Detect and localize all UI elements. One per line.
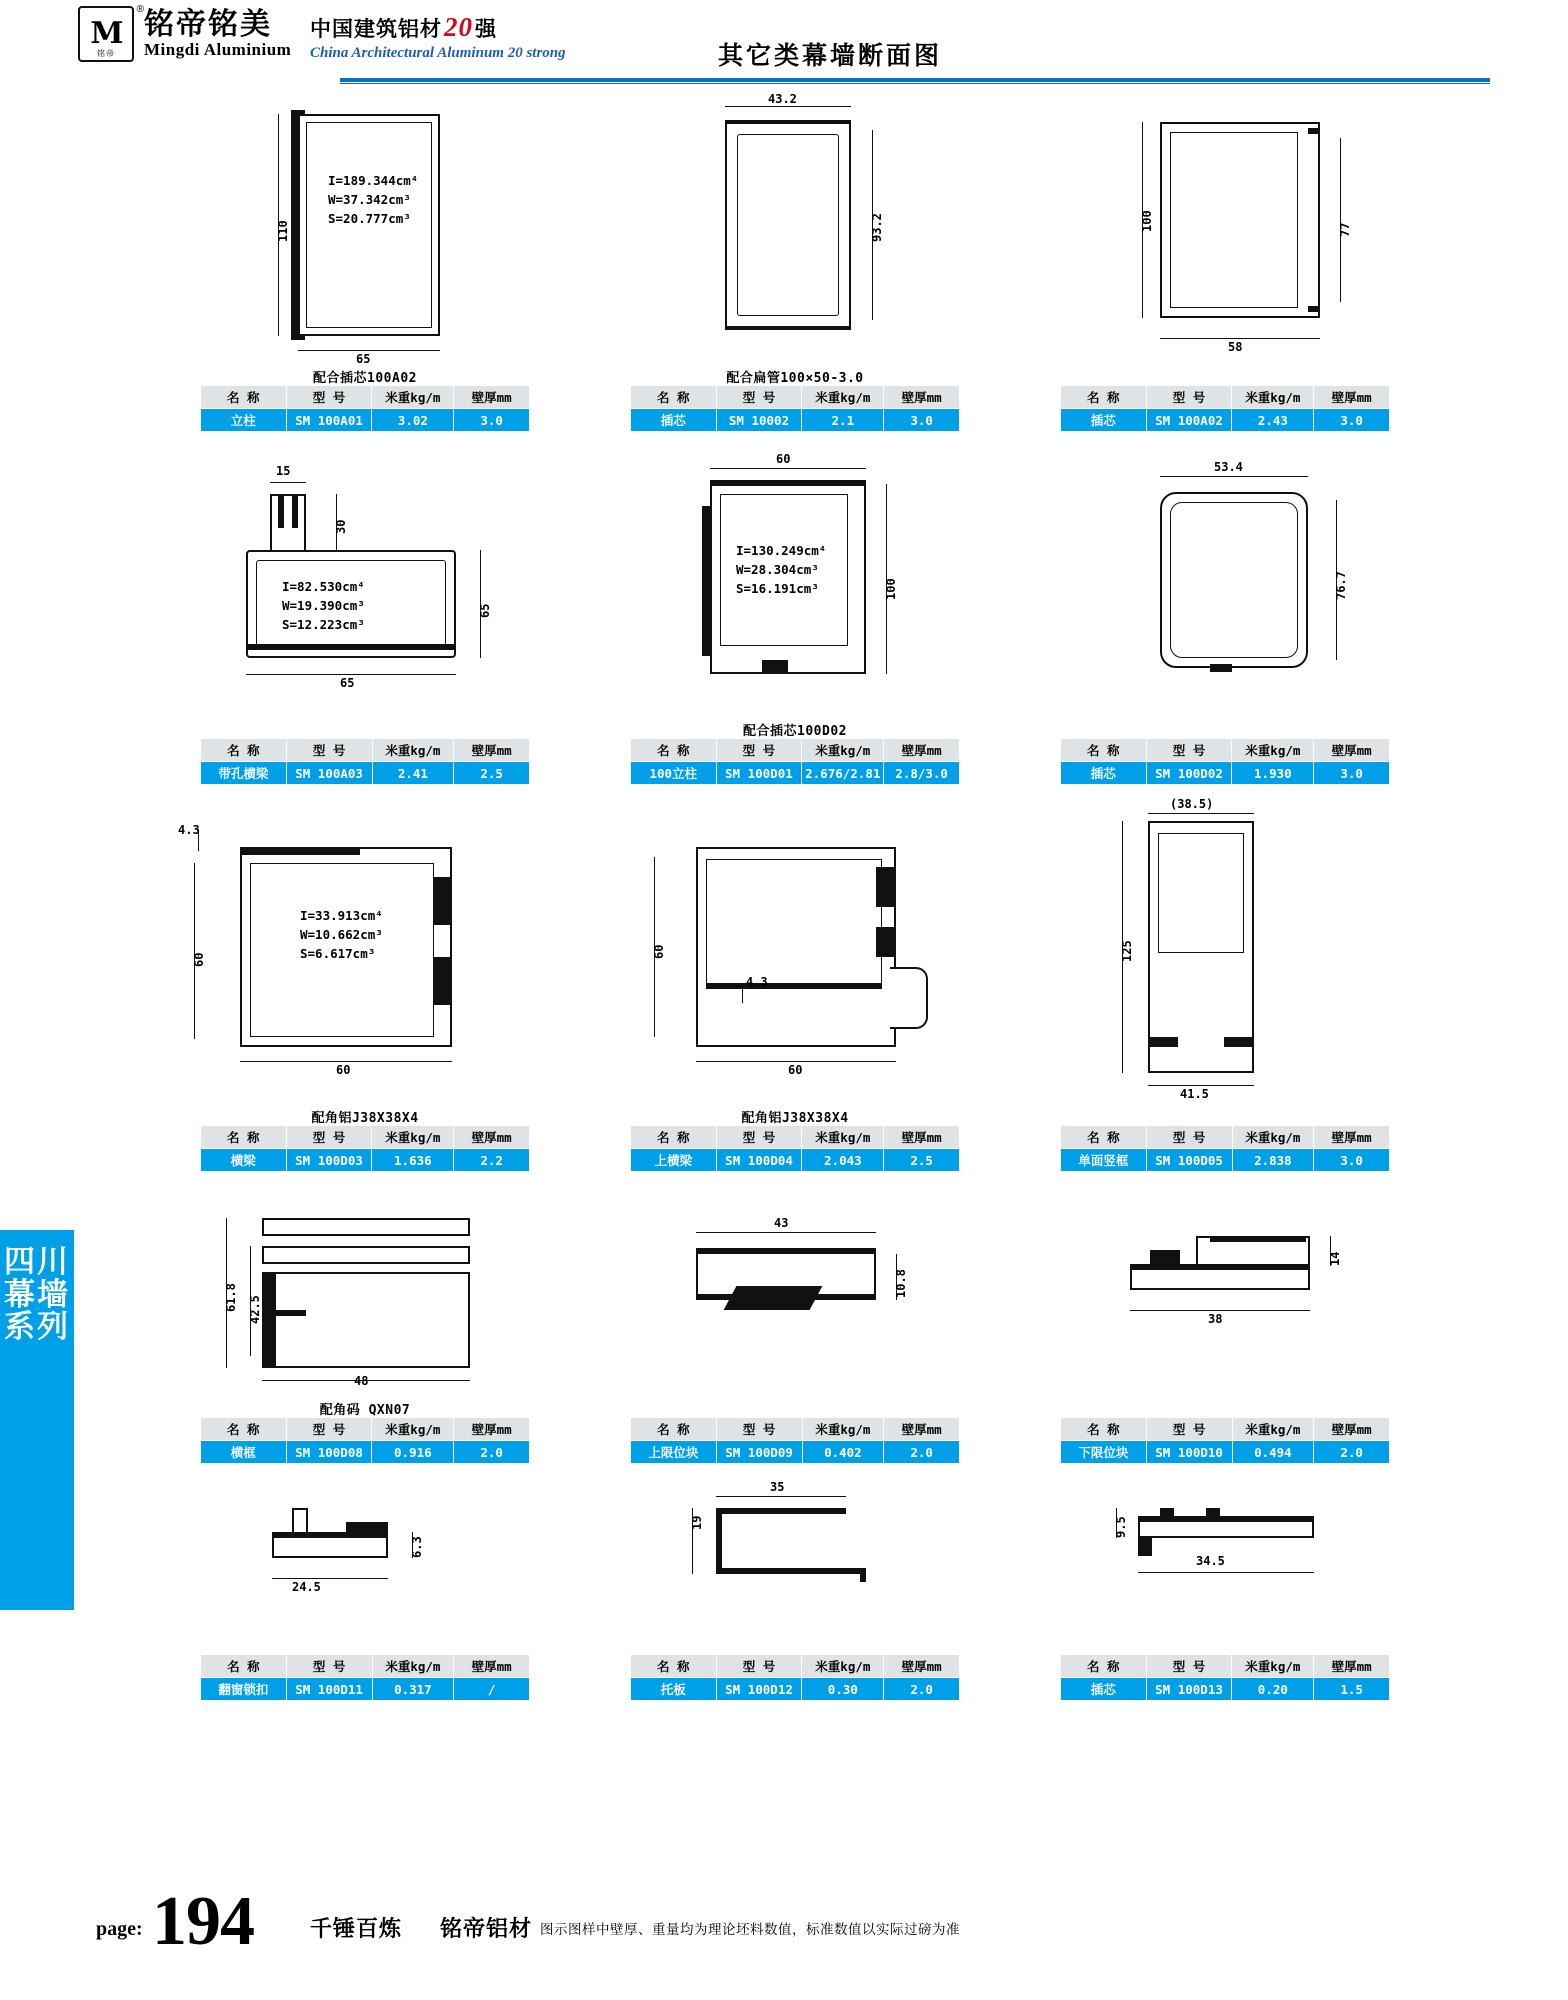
col-thickness: 壁厚mm [1314,739,1390,762]
table-row [631,762,960,785]
profile-cell [150,450,580,785]
table-row [1061,1678,1390,1701]
profile-cell [580,92,1010,432]
logo-mark-sub: 铭帝 [97,49,115,58]
col-thickness: 壁厚mm [454,1418,530,1441]
dimension-width: 34.5 [1196,1554,1225,1568]
cell-name: 横梁 [201,1149,287,1172]
series-side-tab [0,1230,74,1610]
profile-cell [580,1480,1010,1701]
page-title: 其它类幕墙断面图 [718,41,943,70]
col-weight: 米重kg/m [802,1655,884,1678]
dimension-height: 6.3 [410,1536,424,1558]
dimension-height: 125 [1120,940,1134,962]
property-W: W=28.304cm³ [736,561,819,577]
cell-thickness: 1.5 [1314,1678,1390,1701]
dimension-width: 48 [354,1374,369,1388]
profile-cell [1010,92,1440,432]
table-row [201,1441,530,1464]
col-name: 名 称 [1061,386,1147,409]
table-row [1061,1149,1390,1172]
profile-drawing [580,1194,1010,1399]
dimension-width: 60 [336,1063,351,1077]
col-thickness: 壁厚mm [1314,1126,1390,1149]
property-I: I=189.344cm⁴ [328,173,419,188]
profiles-grid [150,92,1440,1701]
cell-thickness: 3.0 [1314,409,1390,432]
col-weight: 米重kg/m [372,1126,454,1149]
page-number: 194 [152,1883,254,1960]
dimension-width: 38 [1208,1312,1223,1326]
col-weight: 米重kg/m [1232,1655,1314,1678]
cell-model: SM 100D03 [286,1149,372,1172]
dimension-thickness: 4.3 [746,975,768,989]
dimension-h1: 61.8 [224,1283,238,1312]
table-row [631,1678,960,1701]
profile-row [150,1480,1440,1701]
profile-row [150,92,1440,432]
col-name: 名 称 [631,1418,717,1441]
dimension-width: 43.2 [768,92,797,106]
property-W: W=19.390cm³ [282,597,365,613]
profile-caption: 配角码 QXN07 [319,1403,411,1418]
cell-thickness: 2.8/3.0 [884,762,960,785]
table-row [201,1149,530,1172]
col-name: 名 称 [201,386,287,409]
cell-model: SM 100D09 [716,1441,802,1464]
cell-model: SM 10002 [716,409,802,432]
spec-table [1060,385,1390,432]
cell-weight: 2.41 [372,762,454,785]
cell-model: SM 100D05 [1146,1149,1232,1172]
dimension-h2: 42.5 [248,1295,262,1324]
col-thickness: 壁厚mm [1314,1418,1390,1441]
profile-drawing [150,1194,580,1399]
cell-weight: 2.676/2.81 [802,762,884,785]
profile-caption: 配合插芯100A02 [313,371,417,386]
cell-model: SM 100A03 [286,762,372,785]
col-weight: 米重kg/m [372,739,454,762]
footer-phrase-1: 千锤百炼 [310,1916,403,1942]
cell-model: SM 100D12 [716,1678,802,1701]
slogan-chinese [310,12,566,43]
dimension-height-inner: 77 [1338,222,1352,237]
property-S: S=20.777cm³ [328,210,411,226]
cell-name: 上横梁 [631,1149,717,1172]
col-name: 名 称 [631,386,717,409]
cell-weight: 0.494 [1232,1441,1314,1464]
property-S: S=16.191cm³ [736,580,819,596]
col-model: 型 号 [286,739,372,762]
cell-thickness: 2.5 [454,762,530,785]
col-weight: 米重kg/m [372,386,454,409]
cell-thickness: 3.0 [884,409,960,432]
profile-drawing [580,1480,1010,1636]
brand-slogan [310,12,566,62]
dimension-height: 19 [690,1515,704,1530]
profile-drawing [1010,450,1440,720]
dimension-h1: 30 [334,519,348,534]
dimension-height: 60 [652,944,666,959]
profile-drawing [1010,92,1440,367]
col-model: 型 号 [1146,1126,1232,1149]
spec-table [630,385,960,432]
cell-model: SM 100D10 [1146,1441,1232,1464]
registered-trademark-icon: ® [136,4,144,15]
cell-weight: 1.636 [372,1149,454,1172]
dimension-height: 14 [1328,1251,1342,1266]
cell-thickness: 2.5 [884,1149,960,1172]
cell-model: SM 100D13 [1146,1678,1232,1701]
property-I: I=82.530cm⁴ [282,579,365,594]
property-S: S=12.223cm³ [282,616,365,632]
property-I: I=33.913cm⁴ [300,908,383,923]
profile-caption: 配角铝J38X38X4 [741,1111,849,1126]
profile-drawing [150,92,580,367]
dimension-height: 60 [192,952,206,967]
profile-caption: 配合扁管100×50-3.0 [726,371,864,386]
dimension-h2: 65 [478,603,492,618]
dimension-height: 9.5 [1114,1516,1128,1538]
dimension-width: 43 [774,1216,789,1230]
cell-weight: 1.930 [1232,762,1314,785]
table-row [631,409,960,432]
logo-english-name: Mingdi Aluminium [144,40,292,60]
logo-mark-icon [78,4,144,62]
section-properties [282,578,365,634]
dimension-height: 110 [276,220,290,242]
slogan-chinese-after: 强 [475,18,497,41]
cell-name: 托板 [631,1678,717,1701]
col-model: 型 号 [716,386,802,409]
col-name: 名 称 [201,739,287,762]
col-name: 名 称 [201,1418,287,1441]
col-thickness: 壁厚mm [454,1126,530,1149]
table-row [631,1149,960,1172]
dimension-height: 93.2 [870,213,884,242]
cell-name: 100立柱 [631,762,717,785]
cell-weight: 3.02 [372,409,454,432]
col-model: 型 号 [1146,739,1232,762]
spec-table [1060,738,1390,785]
logo-text [144,8,291,60]
cell-weight: 0.20 [1232,1678,1314,1701]
col-name: 名 称 [631,1126,717,1149]
cell-name: 插芯 [631,409,717,432]
cell-weight: 2.1 [802,409,884,432]
footer-phrase-2: 铭帝铝材 [440,1916,533,1942]
cell-name: 插芯 [1061,762,1147,785]
cell-weight: 0.402 [802,1441,884,1464]
col-thickness: 壁厚mm [884,1126,960,1149]
profile-caption [1010,720,1440,738]
dimension-width: 58 [1228,340,1243,354]
col-name: 名 称 [1061,1418,1147,1441]
cell-name: 翻窗锁扣 [201,1678,287,1701]
profile-caption [580,1399,1010,1417]
cell-thickness: 3.0 [1314,1149,1390,1172]
col-thickness: 壁厚mm [884,739,960,762]
col-model: 型 号 [716,1655,802,1678]
profile-drawing [580,807,1010,1107]
cell-model: SM 100D08 [286,1441,372,1464]
col-thickness: 壁厚mm [454,739,530,762]
spec-table [1060,1654,1390,1701]
col-thickness: 壁厚mm [884,1418,960,1441]
cell-model: SM 100D04 [716,1149,802,1172]
section-properties [328,172,418,228]
col-model: 型 号 [1146,1418,1232,1441]
col-model: 型 号 [286,1418,372,1441]
cell-name: 单面竖框 [1061,1149,1147,1172]
col-weight: 米重kg/m [802,1418,884,1441]
cell-thickness: 2.0 [454,1441,530,1464]
table-row [201,409,530,432]
profile-drawing [150,1486,580,1636]
logo-chinese-name: 铭帝铭美 [144,7,272,43]
cell-weight: 0.30 [802,1678,884,1701]
profile-caption [1010,1399,1440,1417]
profile-cell [580,807,1010,1172]
profile-caption [150,1636,580,1654]
profile-drawing [580,92,1010,367]
profile-cell [1010,797,1440,1172]
col-weight: 米重kg/m [1232,386,1314,409]
table-row [1061,409,1390,432]
col-weight: 米重kg/m [372,1655,454,1678]
page-header [0,0,1568,86]
dimension-width-ref: (38.5) [1170,797,1214,811]
cell-model: SM 100D02 [1146,762,1232,785]
section-properties [736,542,826,598]
col-model: 型 号 [1146,1655,1232,1678]
spec-table [200,1654,530,1701]
slogan-number: 20 [444,12,473,42]
col-model: 型 号 [286,1126,372,1149]
col-thickness: 壁厚mm [884,1655,960,1678]
table-row [201,1678,530,1701]
cell-thickness: 2.0 [884,1441,960,1464]
col-name: 名 称 [201,1655,287,1678]
spec-table [630,1654,960,1701]
col-weight: 米重kg/m [1232,1418,1314,1441]
profile-cell [580,450,1010,785]
cell-name: 插芯 [1061,1678,1147,1701]
cell-name: 立柱 [201,409,287,432]
profile-caption [1010,1107,1440,1125]
profile-drawing [1010,797,1440,1107]
profile-row [150,450,1440,785]
cell-thickness: 2.2 [454,1149,530,1172]
logo-mark-letter: M [90,16,122,51]
profile-drawing [150,807,580,1107]
page-label: page: [96,1918,143,1940]
profile-cell [580,1194,1010,1464]
profile-cell [1010,1194,1440,1464]
profile-caption [580,1636,1010,1654]
table-row [201,762,530,785]
brand-logo [78,6,291,62]
dimension-thickness: 4.3 [178,823,200,837]
col-weight: 米重kg/m [802,739,884,762]
cell-weight: 2.838 [1232,1149,1314,1172]
profile-drawing [150,450,580,720]
dimension-width: 65 [340,676,355,690]
col-weight: 米重kg/m [1232,739,1314,762]
dimension-bottom-width: 41.5 [1180,1087,1209,1101]
col-name: 名 称 [201,1126,287,1149]
profile-cell [150,1486,580,1701]
col-name: 名 称 [631,1655,717,1678]
spec-table [200,1417,530,1464]
dimension-height: 100 [884,578,898,600]
profile-drawing [580,450,1010,720]
cell-thickness: 2.0 [1314,1441,1390,1464]
spec-table [1060,1125,1390,1172]
property-W: W=10.662cm³ [300,926,383,942]
profile-cell [150,1194,580,1464]
profile-cell [1010,1486,1440,1701]
spec-table [200,738,530,785]
spec-table [200,385,530,432]
page-footer [0,1883,1568,1960]
cell-model: SM 100D11 [286,1678,372,1701]
slogan-chinese-before: 中国建筑铝材 [310,18,442,41]
cell-weight: 2.43 [1232,409,1314,432]
cell-name: 带孔横梁 [201,762,287,785]
spec-table [630,738,960,785]
cell-weight: 0.317 [372,1678,454,1701]
table-row [1061,762,1390,785]
property-I: I=130.249cm⁴ [736,543,827,558]
profile-cell [1010,450,1440,785]
dimension-height: 100 [1140,210,1154,232]
col-thickness: 壁厚mm [1314,386,1390,409]
cell-thickness: / [454,1678,530,1701]
dimension-width: 24.5 [292,1580,321,1594]
dimension-top-width: 15 [276,464,291,478]
col-model: 型 号 [716,1418,802,1441]
profile-drawing [1010,1194,1440,1399]
cell-thickness: 3.0 [1314,762,1390,785]
col-weight: 米重kg/m [1232,1126,1314,1149]
property-W: W=37.342cm³ [328,191,411,207]
spec-table [630,1125,960,1172]
cell-thickness: 3.0 [454,409,530,432]
col-name: 名 称 [1061,1126,1147,1149]
col-name: 名 称 [631,739,717,762]
profile-cell [150,92,580,432]
dimension-width: 60 [788,1063,803,1077]
profile-caption [1010,367,1440,385]
col-name: 名 称 [1061,739,1147,762]
spec-table [200,1125,530,1172]
table-row [1061,1441,1390,1464]
dimension-height: 76.7 [1334,571,1348,600]
cell-model: SM 100D01 [716,762,802,785]
cell-name: 横框 [201,1441,287,1464]
cell-weight: 0.916 [372,1441,454,1464]
cell-name: 上限位块 [631,1441,717,1464]
col-thickness: 壁厚mm [1314,1655,1390,1678]
dimension-width: 53.4 [1214,460,1243,474]
footer-note: 图示图样中壁厚、重量均为理论坯料数值，标准数值以实际过磅为准 [540,1922,960,1937]
profile-caption: 配合插芯100D02 [743,724,847,739]
col-model: 型 号 [716,739,802,762]
dimension-width: 35 [770,1480,785,1494]
profile-row [150,797,1440,1172]
table-row [631,1441,960,1464]
property-S: S=6.617cm³ [300,945,376,961]
dimension-width: 65 [356,352,371,366]
profile-caption [1010,1636,1440,1654]
col-weight: 米重kg/m [802,1126,884,1149]
col-weight: 米重kg/m [802,386,884,409]
profile-drawing [1010,1486,1440,1636]
col-model: 型 号 [1146,386,1232,409]
profile-caption: 配角铝J38X38X4 [311,1111,419,1126]
col-thickness: 壁厚mm [884,386,960,409]
col-model: 型 号 [286,386,372,409]
slogan-english: China Architectural Aluminum 20 strong [310,45,566,62]
profile-caption [150,720,580,738]
col-thickness: 壁厚mm [454,1655,530,1678]
series-side-tab-label: 四川幕墙系列 [4,1244,70,1346]
cell-name: 下限位块 [1061,1441,1147,1464]
profile-cell [150,807,580,1172]
profile-row [150,1194,1440,1464]
title-divider [340,78,1490,82]
dimension-width: 60 [776,452,791,466]
spec-table [630,1417,960,1464]
col-thickness: 壁厚mm [454,386,530,409]
col-model: 型 号 [716,1126,802,1149]
col-weight: 米重kg/m [372,1418,454,1441]
col-name: 名 称 [1061,1655,1147,1678]
cell-weight: 2.043 [802,1149,884,1172]
dimension-height: 10.8 [894,1269,908,1298]
cell-model: SM 100A01 [286,409,372,432]
col-model: 型 号 [286,1655,372,1678]
spec-table [1060,1417,1390,1464]
cell-model: SM 100A02 [1146,409,1232,432]
cell-thickness: 2.0 [884,1678,960,1701]
cell-name: 插芯 [1061,409,1147,432]
section-properties [300,907,383,963]
